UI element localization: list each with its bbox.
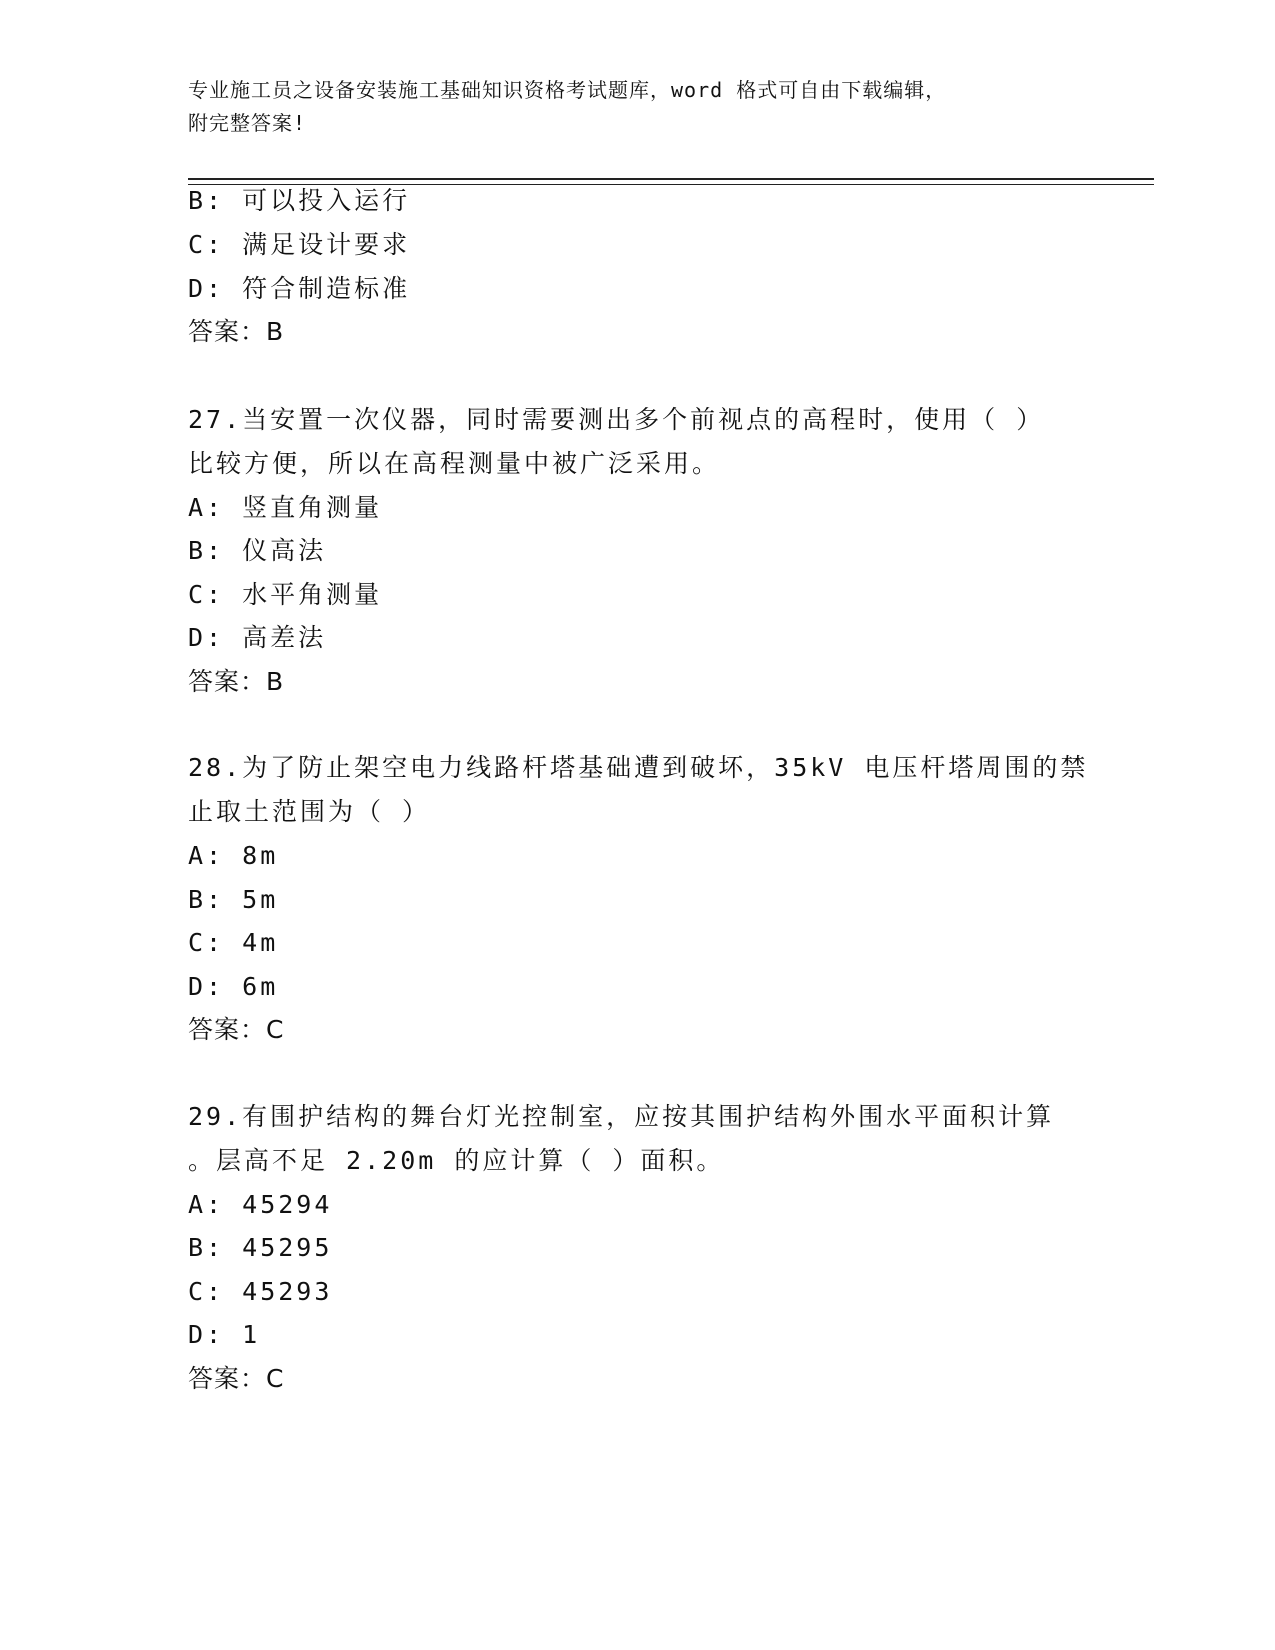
q27-option-a: A: 竖直角测量: [188, 493, 383, 522]
q28-option-d: D: 6m: [188, 972, 279, 1001]
header-line-2: 附完整答案!: [188, 111, 307, 135]
q28-option-c: C: 4m: [188, 928, 279, 957]
header-divider-thick: [188, 178, 1154, 180]
q29-option-a: A: 45294: [188, 1190, 333, 1219]
q27-stem-line-2: 比较方便，所以在高程测量中被广泛采用。: [188, 449, 721, 478]
q26-option-d: D: 符合制造标准: [188, 274, 411, 303]
q29-option-d: D: 1: [188, 1320, 261, 1349]
q29-option-b: B: 45295: [188, 1233, 333, 1262]
q29-stem-line-1: 29.有围护结构的舞台灯光控制室，应按其围护结构外围水平面积计算: [188, 1102, 1055, 1131]
header-divider-thin: [188, 184, 1154, 185]
q27-stem-line-1: 27.当安置一次仪器，同时需要测出多个前视点的高程时，使用（ ）: [188, 405, 1045, 434]
q29-stem-line-2: 。层高不足 2.20m 的应计算（ ）面积。: [188, 1146, 725, 1175]
q28-stem-line-1: 28.为了防止架空电力线路杆塔基础遭到破坏，35kV 电压杆塔周围的禁: [188, 753, 1089, 782]
q27-option-b: B: 仪高法: [188, 536, 327, 565]
q27-option-d: D: 高差法: [188, 623, 327, 652]
q28-answer: 答案：C: [188, 1015, 285, 1044]
q26-option-c: C: 满足设计要求: [188, 230, 411, 259]
q27-option-c: C: 水平角测量: [188, 580, 383, 609]
q28-stem-line-2: 止取土范围为（ ）: [188, 797, 431, 826]
q28-option-a: A: 8m: [188, 841, 279, 870]
q29-answer: 答案：C: [188, 1364, 285, 1393]
q26-option-b: B: 可以投入运行: [188, 186, 411, 215]
header-line-1: 专业施工员之设备安装施工基础知识资格考试题库，word 格式可自由下载编辑，: [188, 78, 947, 102]
q27-answer: 答案：B: [188, 667, 285, 696]
document-header: [188, 74, 1088, 140]
q28-option-b: B: 5m: [188, 885, 279, 914]
q29-option-c: C: 45293: [188, 1277, 333, 1306]
q26-answer: 答案：B: [188, 317, 285, 346]
